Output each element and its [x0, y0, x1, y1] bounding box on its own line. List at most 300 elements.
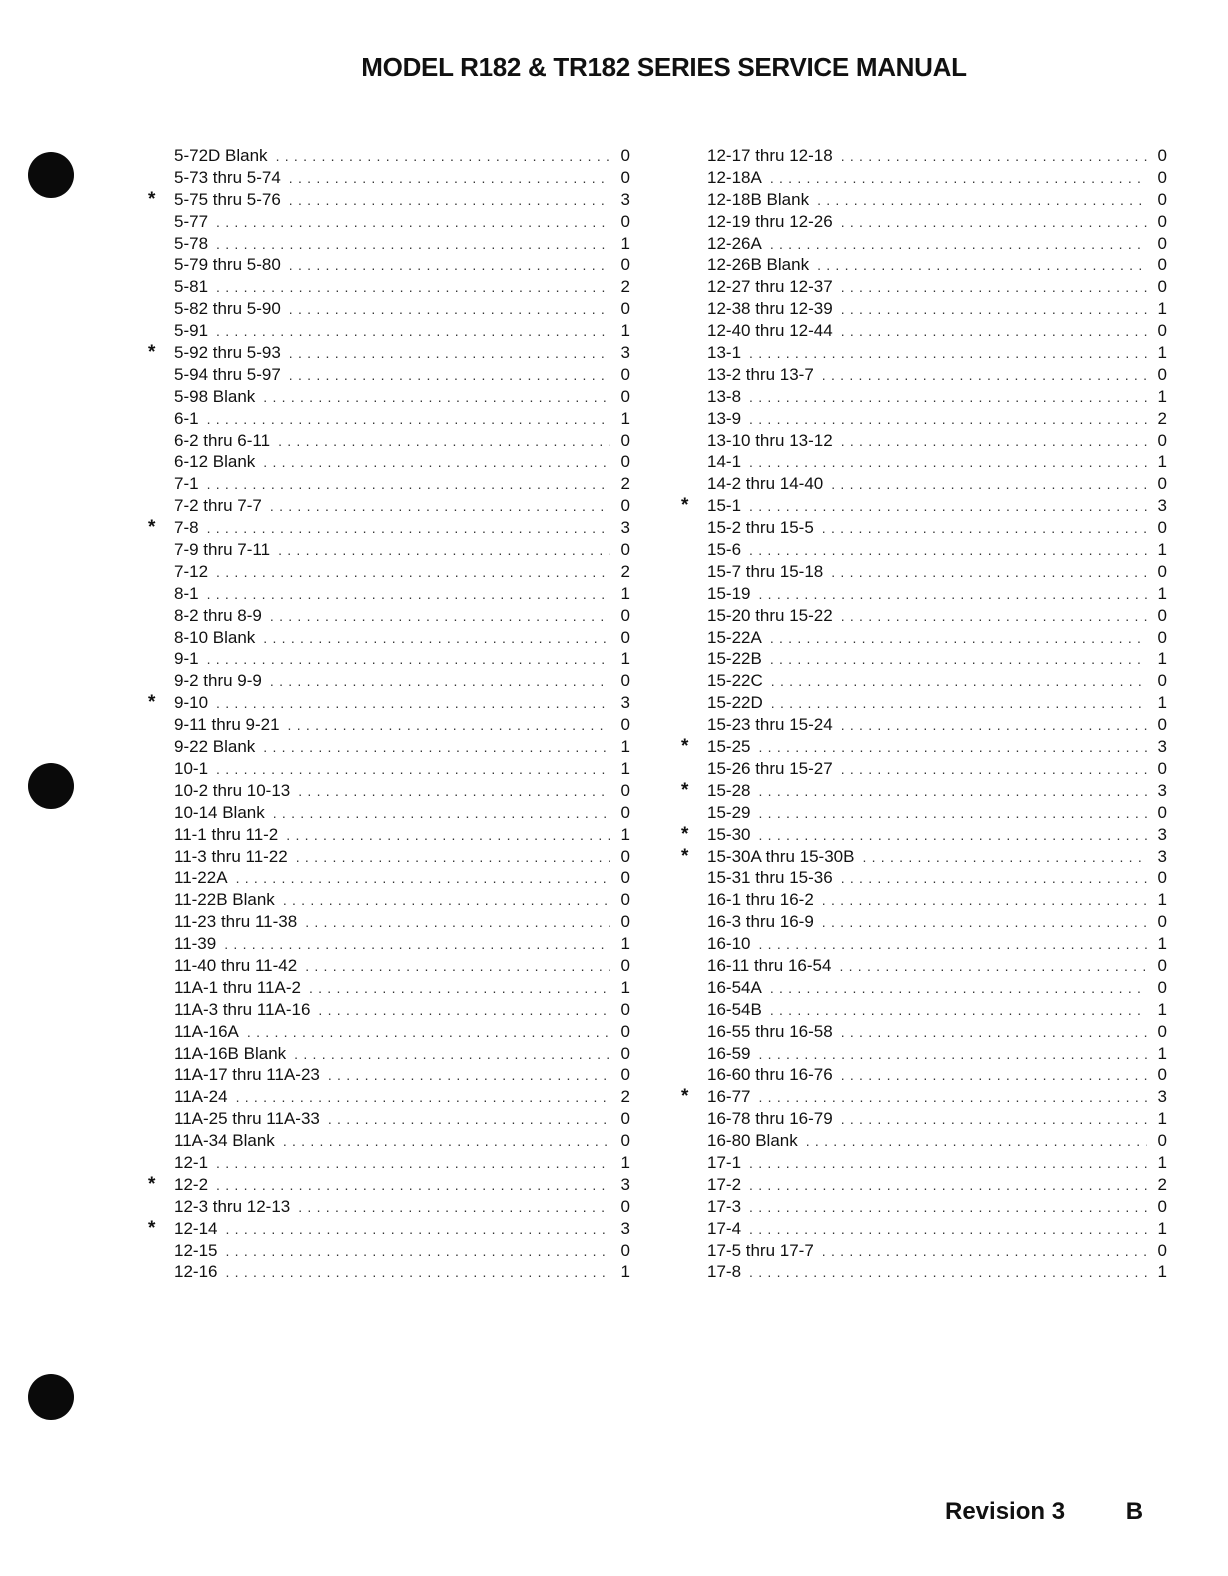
- dot-leader: [278, 431, 610, 453]
- page-number-label: 12-19 thru 12-26: [707, 211, 833, 231]
- page-number-label: 10-14 Blank: [174, 802, 265, 822]
- dot-leader: [758, 584, 1147, 606]
- list-item: [174, 276, 630, 298]
- revision-number: 1: [1157, 649, 1167, 669]
- page-number-label: 13-9: [707, 408, 742, 428]
- page-number-label: 11A-34 Blank: [174, 1131, 275, 1151]
- page-number-label: 5-73 thru 5-74: [174, 167, 281, 187]
- list-item: [707, 517, 1167, 539]
- list-item: [174, 889, 630, 911]
- page-number-label: 15-6: [707, 540, 742, 560]
- revision-number: 0: [620, 1109, 630, 1129]
- dot-leader: [822, 518, 1147, 540]
- revision-marker-asterisk: *: [681, 1086, 689, 1108]
- list-item: [681, 736, 1167, 758]
- dot-leader: [749, 1219, 1147, 1241]
- revision-number: 0: [1157, 627, 1167, 647]
- page-number-label: 12-40 thru 12-44: [707, 321, 833, 341]
- dot-leader: [289, 190, 610, 212]
- dot-leader: [770, 168, 1147, 190]
- page-number-label: 11A-25 thru 11A-33: [174, 1109, 320, 1129]
- list-item: [174, 670, 630, 692]
- page-number-label: 16-55 thru 16-58: [707, 1021, 833, 1041]
- revision-number: 0: [620, 452, 630, 472]
- page-number-label: 14-1: [707, 452, 742, 472]
- list-item: [174, 933, 630, 955]
- list-item: [174, 955, 630, 977]
- revision-marker-asterisk: *: [681, 495, 689, 517]
- dot-leader: [328, 1109, 610, 1131]
- page-number-label: 11A-3 thru 11A-16: [174, 999, 311, 1019]
- list-item: [707, 911, 1167, 933]
- page-number-label: 15-22A: [707, 627, 762, 647]
- binder-hole-bottom: [28, 1374, 74, 1420]
- list-item: [707, 1261, 1167, 1283]
- revision-number: 0: [1157, 167, 1167, 187]
- revision-number: 0: [620, 912, 630, 932]
- dot-leader: [749, 409, 1147, 431]
- page-number-label: 5-82 thru 5-90: [174, 299, 281, 319]
- list-item: [174, 1043, 630, 1065]
- page-number-label: 11-23 thru 11-38: [174, 912, 298, 932]
- list-item: [707, 1240, 1167, 1262]
- dot-leader: [305, 956, 610, 978]
- list-item: [174, 298, 630, 320]
- list-item: [174, 145, 630, 167]
- page-number-label: 12-14: [174, 1218, 218, 1238]
- list-item: [707, 627, 1167, 649]
- page-number-label: 17-3: [707, 1196, 742, 1216]
- page-number-label: 17-4: [707, 1218, 742, 1238]
- dot-leader: [289, 168, 610, 190]
- revision-number: 3: [620, 189, 630, 209]
- revision-number: 1: [620, 1262, 630, 1282]
- dot-leader: [276, 146, 610, 168]
- dot-leader: [283, 890, 610, 912]
- page-footer: [945, 1498, 1143, 1526]
- list-item: [174, 846, 630, 868]
- page-number-label: 15-31 thru 15-36: [707, 868, 833, 888]
- dot-leader: [841, 868, 1147, 890]
- revision-number: 0: [620, 211, 630, 231]
- page-number-label: 11-39: [174, 934, 217, 954]
- dot-leader: [749, 496, 1147, 518]
- revision-number: 0: [1157, 1131, 1167, 1151]
- revision-number: 1: [1157, 386, 1167, 406]
- list-item: [707, 539, 1167, 561]
- dot-leader: [216, 1153, 610, 1175]
- list-item: [148, 188, 630, 211]
- list-item: [707, 1064, 1167, 1086]
- revision-number: 1: [620, 1152, 630, 1172]
- page-number-label: 15-7 thru 15-18: [707, 561, 824, 581]
- list-item: [174, 495, 630, 517]
- list-item: [707, 451, 1167, 473]
- page-number-label: 7-9 thru 7-11: [174, 540, 271, 560]
- list-item: [707, 561, 1167, 583]
- revision-number: 1: [620, 583, 630, 603]
- list-item: [707, 276, 1167, 298]
- page-number-label: 15-26 thru 15-27: [707, 758, 833, 778]
- page-number-label: 8-1: [174, 583, 199, 603]
- revision-number: 0: [620, 671, 630, 691]
- revision-number: 0: [620, 890, 630, 910]
- list-item: [174, 780, 630, 802]
- dot-leader: [817, 190, 1147, 212]
- list-item: [707, 473, 1167, 495]
- dot-leader: [841, 321, 1147, 343]
- dot-leader: [806, 1131, 1147, 1153]
- list-item: [707, 955, 1167, 977]
- dot-leader: [749, 1197, 1147, 1219]
- revision-number: 1: [1157, 540, 1167, 560]
- revision-marker-asterisk: *: [681, 779, 689, 801]
- revision-number: 3: [1157, 496, 1167, 516]
- page-number-label: 12-15: [174, 1240, 218, 1260]
- revision-number: 0: [620, 846, 630, 866]
- revision-number: 1: [1157, 1043, 1167, 1063]
- list-item: [174, 211, 630, 233]
- revision-number: 0: [1157, 955, 1167, 975]
- revision-number: 0: [620, 627, 630, 647]
- revision-number: 0: [620, 299, 630, 319]
- dot-leader: [270, 606, 610, 628]
- dot-leader: [216, 234, 610, 256]
- revision-marker-asterisk: *: [148, 342, 156, 364]
- dot-leader: [236, 868, 610, 890]
- dot-leader: [216, 321, 610, 343]
- list-item: [707, 233, 1167, 255]
- list-item: [707, 1174, 1167, 1196]
- list-item: [707, 1196, 1167, 1218]
- revision-number: 0: [1157, 146, 1167, 165]
- revision-number: 0: [620, 605, 630, 625]
- page-number-label: 5-91: [174, 321, 209, 341]
- revision-number: 1: [620, 977, 630, 997]
- dot-leader: [841, 277, 1147, 299]
- page-number-label: 15-25: [707, 737, 751, 757]
- page-number-label: 5-98 Blank: [174, 386, 256, 406]
- list-item: [707, 342, 1167, 364]
- revision-number: 0: [1157, 802, 1167, 822]
- page-number-label: 5-78: [174, 233, 209, 253]
- page-number-label: 16-3 thru 16-9: [707, 912, 814, 932]
- dot-leader: [749, 452, 1147, 474]
- dot-leader: [839, 956, 1147, 978]
- list-item: [707, 802, 1167, 824]
- revision-number: 0: [1157, 1196, 1167, 1216]
- dot-leader: [270, 671, 610, 693]
- revision-number: 0: [620, 1240, 630, 1260]
- page-number-label: 16-60 thru 16-76: [707, 1065, 833, 1085]
- revision-number: 0: [620, 802, 630, 822]
- list-item: [174, 627, 630, 649]
- dot-leader: [263, 387, 610, 409]
- revision-number: 1: [620, 321, 630, 341]
- page-number-label: 13-2 thru 13-7: [707, 364, 814, 384]
- page-title: MODEL R182 & TR182 SERIES SERVICE MANUAL: [361, 52, 967, 82]
- effective-pages-right-column: [681, 145, 1167, 1283]
- dot-leader: [841, 146, 1147, 168]
- binder-hole-middle: [28, 763, 74, 809]
- list-item: [174, 758, 630, 780]
- page-number-label: 5-75 thru 5-76: [174, 189, 281, 209]
- revision-number: 0: [620, 1131, 630, 1151]
- page-number-label: 9-10: [174, 693, 209, 713]
- list-item: [174, 233, 630, 255]
- list-item: [174, 605, 630, 627]
- list-item: [707, 211, 1167, 233]
- list-item: [681, 495, 1167, 517]
- list-item: [174, 451, 630, 473]
- page-number-label: 16-10: [707, 934, 751, 954]
- revision-number: 0: [1157, 277, 1167, 297]
- page-number-label: 15-20 thru 15-22: [707, 605, 833, 625]
- list-item: [174, 714, 630, 736]
- list-item: [148, 1217, 630, 1240]
- list-item: [707, 1218, 1167, 1240]
- revision-number: 3: [1157, 737, 1167, 757]
- dot-leader: [216, 1175, 610, 1197]
- page-number-label: 13-1: [707, 343, 742, 363]
- page-number-label: 16-1 thru 16-2: [707, 890, 814, 910]
- revision-marker-asterisk: *: [681, 736, 689, 758]
- list-item: [174, 167, 630, 189]
- revision-label: Revision 3: [945, 1498, 1066, 1525]
- dot-leader: [770, 234, 1147, 256]
- page-number-label: 16-11 thru 16-54: [707, 955, 832, 975]
- revision-number: 0: [1157, 255, 1167, 275]
- page-number-label: 15-2 thru 15-5: [707, 518, 814, 538]
- page-number-label: 12-17 thru 12-18: [707, 146, 833, 165]
- revision-number: 0: [1157, 321, 1167, 341]
- dot-leader: [822, 890, 1147, 912]
- list-item: [174, 1152, 630, 1174]
- list-item: [707, 1130, 1167, 1152]
- page-number-label: 11A-16A: [174, 1021, 239, 1041]
- dot-leader: [831, 562, 1147, 584]
- revision-number: 1: [1157, 934, 1167, 954]
- binder-hole-top: [28, 152, 74, 198]
- dot-leader: [841, 212, 1147, 234]
- list-item: [174, 1108, 630, 1130]
- revision-number: 0: [620, 430, 630, 450]
- page-number-label: 5-81: [174, 277, 209, 297]
- dot-leader: [207, 409, 610, 431]
- list-item: [174, 320, 630, 342]
- dot-leader: [263, 628, 610, 650]
- list-item: [707, 189, 1167, 211]
- page-number-label: 15-22D: [707, 693, 763, 713]
- revision-number: 1: [1157, 890, 1167, 910]
- page-number-label: 12-2: [174, 1174, 209, 1194]
- list-item: [707, 758, 1167, 780]
- revision-number: 0: [620, 167, 630, 187]
- list-item: [174, 1086, 630, 1108]
- page-number-label: 9-2 thru 9-9: [174, 671, 262, 691]
- dot-leader: [770, 649, 1147, 671]
- list-item: [707, 145, 1167, 167]
- page-number-label: 17-2: [707, 1174, 742, 1194]
- page-number-label: 15-23 thru 15-24: [707, 715, 833, 735]
- list-item: [174, 977, 630, 999]
- page-number-label: 8-10 Blank: [174, 627, 256, 647]
- list-item: [174, 430, 630, 452]
- page-number-label: 12-38 thru 12-39: [707, 299, 833, 319]
- list-item: [707, 430, 1167, 452]
- dot-leader: [771, 693, 1147, 715]
- dot-leader: [749, 387, 1147, 409]
- dot-leader: [758, 803, 1147, 825]
- list-item: [174, 648, 630, 670]
- revision-number: 1: [1157, 693, 1167, 713]
- dot-leader: [758, 1044, 1147, 1066]
- page-number-label: 12-26B Blank: [707, 255, 810, 275]
- list-item: [174, 1196, 630, 1218]
- list-item: [174, 1064, 630, 1086]
- page-number-label: 12-3 thru 12-13: [174, 1196, 291, 1216]
- revision-number: 1: [1157, 452, 1167, 472]
- list-item: [174, 999, 630, 1021]
- list-item: [707, 933, 1167, 955]
- page-number-label: 9-22 Blank: [174, 737, 256, 757]
- page-number-label: 12-16: [174, 1262, 218, 1282]
- revision-number: 1: [1157, 1262, 1167, 1282]
- page-number-label: 7-1: [174, 474, 199, 494]
- dot-leader: [862, 847, 1147, 869]
- revision-number: 0: [1157, 364, 1167, 384]
- revision-number: 1: [620, 824, 630, 844]
- list-item: [174, 1240, 630, 1262]
- revision-number: 0: [620, 999, 630, 1019]
- dot-leader: [225, 1241, 610, 1263]
- revision-number: 0: [620, 955, 630, 975]
- list-item: [707, 167, 1167, 189]
- list-item: [681, 845, 1167, 868]
- dot-leader: [841, 759, 1147, 781]
- revision-number: 0: [1157, 912, 1167, 932]
- list-item: [148, 342, 630, 364]
- list-item: [681, 779, 1167, 802]
- dot-leader: [216, 562, 610, 584]
- list-item: [174, 802, 630, 824]
- list-item: [174, 583, 630, 605]
- dot-leader: [841, 1109, 1147, 1131]
- dot-leader: [289, 299, 610, 321]
- page-number-label: 15-22C: [707, 671, 763, 691]
- dot-leader: [822, 365, 1147, 387]
- dot-leader: [758, 1087, 1147, 1109]
- revision-number: 0: [1157, 977, 1167, 997]
- page-number-label: 7-12: [174, 561, 209, 581]
- dot-leader: [296, 847, 610, 869]
- revision-number: 2: [620, 277, 630, 297]
- page-number-label: 10-1: [174, 758, 209, 778]
- page-number-label: 15-1: [707, 496, 742, 516]
- page-number-label: 15-30A thru 15-30B: [707, 846, 855, 866]
- dot-leader: [749, 1175, 1147, 1197]
- list-item: [174, 386, 630, 408]
- list-item: [174, 824, 630, 846]
- revision-number: 1: [620, 758, 630, 778]
- page-number-label: 5-79 thru 5-80: [174, 255, 281, 275]
- page-number-label: 13-8: [707, 386, 742, 406]
- dot-leader: [224, 934, 610, 956]
- dot-leader: [207, 584, 610, 606]
- dot-leader: [207, 649, 610, 671]
- dot-leader: [283, 1131, 610, 1153]
- page-identifier: B: [1125, 1498, 1144, 1525]
- list-item: [148, 517, 630, 539]
- list-item: [707, 364, 1167, 386]
- revision-number: 1: [620, 737, 630, 757]
- page-number-label: 5-77: [174, 211, 209, 231]
- list-item: [174, 1130, 630, 1152]
- dot-leader: [216, 212, 610, 234]
- page-number-label: 8-2 thru 8-9: [174, 605, 262, 625]
- list-item: [681, 823, 1167, 846]
- revision-number: 3: [620, 1218, 630, 1238]
- list-item: [707, 692, 1167, 714]
- list-item: [174, 1261, 630, 1283]
- page-number-label: 6-2 thru 6-11: [174, 430, 271, 450]
- page-number-label: 10-2 thru 10-13: [174, 780, 291, 800]
- page-number-label: 16-59: [707, 1043, 751, 1063]
- revision-number: 1: [1157, 583, 1167, 603]
- page-number-label: 5-92 thru 5-93: [174, 343, 281, 363]
- list-item: [707, 1021, 1167, 1043]
- dot-leader: [225, 1219, 610, 1241]
- dot-leader: [758, 934, 1147, 956]
- page-number-label: 11A-16B Blank: [174, 1043, 287, 1063]
- revision-number: 0: [620, 540, 630, 560]
- page-number-label: 11A-1 thru 11A-2: [174, 977, 301, 997]
- list-item: [707, 408, 1167, 430]
- dot-leader: [822, 912, 1147, 934]
- revision-number: 0: [620, 386, 630, 406]
- dot-leader: [749, 343, 1147, 365]
- dot-leader: [749, 1153, 1147, 1175]
- revision-number: 0: [1157, 868, 1167, 888]
- dot-leader: [770, 1000, 1147, 1022]
- dot-leader: [758, 825, 1147, 847]
- page-number-label: 17-8: [707, 1262, 742, 1282]
- dot-leader: [841, 715, 1147, 737]
- dot-leader: [207, 518, 610, 540]
- page-number-label: 15-29: [707, 802, 751, 822]
- page-number-label: 15-19: [707, 583, 751, 603]
- revision-number: 0: [1157, 211, 1167, 231]
- list-item: [707, 1043, 1167, 1065]
- page-number-label: 6-12 Blank: [174, 452, 256, 472]
- revision-marker-asterisk: *: [148, 1173, 156, 1195]
- dot-leader: [263, 737, 610, 759]
- revision-number: 1: [1157, 299, 1167, 319]
- page-number-label: 6-1: [174, 408, 199, 428]
- page-number-label: 9-1: [174, 649, 199, 669]
- revision-number: 0: [1157, 758, 1167, 778]
- dot-leader: [758, 737, 1147, 759]
- dot-leader: [216, 759, 610, 781]
- dot-leader: [309, 978, 610, 1000]
- list-item: [707, 254, 1167, 276]
- dot-leader: [841, 299, 1147, 321]
- list-item: [707, 298, 1167, 320]
- revision-number: 0: [620, 780, 630, 800]
- revision-number: 0: [620, 868, 630, 888]
- revision-number: 0: [1157, 561, 1167, 581]
- revision-number: 0: [1157, 671, 1167, 691]
